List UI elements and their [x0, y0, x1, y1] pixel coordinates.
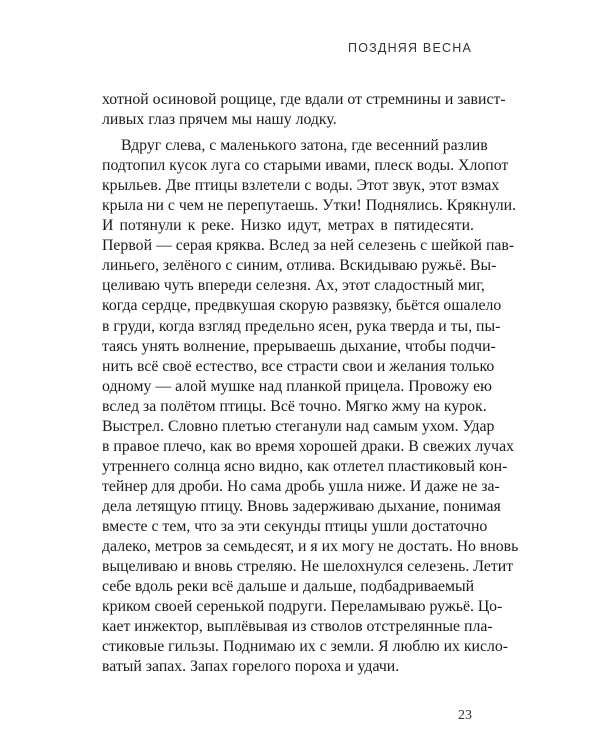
text-line: линьего, зелёного с синим, отлива. Вскидываю ружьё. Вы- [102, 257, 497, 275]
text-line: утреннего солнца ясно видно, как отлетел пластиковый кон- [102, 457, 508, 475]
text-line: ливых глаз прячем мы нашу лодку. [102, 111, 337, 129]
text-line: стиковые гильзы. Поднимаю их с земли. Я люблю их кисло- [102, 638, 509, 656]
text-line: далеко, метров за семьдесят, и я их могу не достать. Но вновь [102, 538, 519, 556]
text-line: нить всё своё естество, все страсти свои и желания только [102, 357, 495, 375]
body-text [102, 90, 519, 677]
text-line: ватый запах. Запах горелого пороха и удачи. [102, 658, 400, 676]
text-line: дела летящую птицу. Вновь задерживаю дыхание, понимая [102, 497, 501, 515]
text-line: Первой — серая кряква. Вслед за ней селезень с шейкой пав- [102, 237, 515, 255]
text-line: Выстрел. Словно плетью стеганули над самым ухом. Удар [102, 417, 495, 435]
page-number: 23 [458, 708, 472, 723]
text-line: криком своей серенькой подруги. Переламываю ружьё. Цо- [102, 598, 503, 616]
text-line: одному — алой мушке над планкой прицела. Провожу ею [102, 377, 492, 395]
text-line: Вдруг слева, с маленького затона, где весенний разлив [121, 137, 488, 155]
paragraph-2 [102, 136, 519, 677]
running-header-title: ПОЗДНЯЯ ВЕСНА [348, 41, 472, 55]
text-line: крыльев. Две птицы взлетели с воды. Этот звук, этот взмах [102, 177, 500, 195]
text-line: И потянули к реке. Низко идут, метрах в пятидесяти. [102, 217, 474, 235]
text-line: целиваю чуть впереди селезня. Ах, этот сладостный миг, [102, 277, 485, 295]
text-line: хотной осиновой рощице, где вдали от стремнины и завист- [102, 91, 506, 108]
text-line: выцеливаю и вновь стреляю. Не шелохнулся селезень. Летит [102, 558, 514, 576]
text-line: себе вдоль реки всё дальше и дальше, подбадриваемый [102, 578, 475, 596]
text-line: в правое плечо, как во время хорошей драки. В свежих лучах [102, 437, 514, 455]
text-line: когда сердце, предвкушая скорую развязку, бьётся ошалело [102, 297, 502, 315]
text-line: тейнер для дроби. Но сама дробь ушла ниже. И даже не за- [102, 477, 500, 495]
text-line: крыла ни с чем не перепутаешь. Утки! Поднялись. Крякнули. [102, 197, 517, 215]
text-line: кает инжектор, выплёвывая из стволов отстрелянные пла- [102, 618, 493, 636]
paragraph-1 [102, 90, 506, 130]
text-line: вслед за полётом птицы. Всё точно. Мягко жму на курок. [102, 397, 487, 415]
text-line: вместе с тем, что за эти секунды птицы ушли достаточно [102, 517, 488, 535]
text-line: таясь унять волнение, прерываешь дыхание, чтобы подчи- [102, 337, 496, 355]
text-line: в груди, когда взгляд предельно ясен, рука тверда и ты, пы- [102, 317, 501, 335]
text-line: подтопил кусок луга со старыми ивами, плеск воды. Хлопот [102, 157, 509, 175]
